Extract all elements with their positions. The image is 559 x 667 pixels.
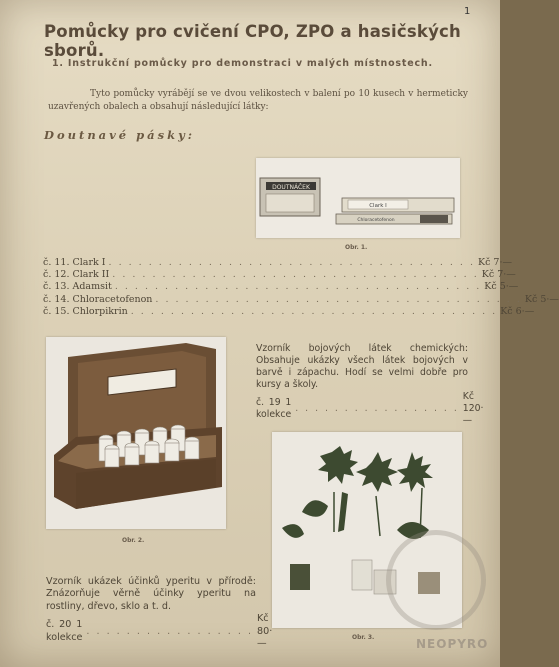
watermark-seal [386,530,486,630]
figure-1-photo [256,158,460,238]
price-item-price: Kč 5·— [484,281,519,293]
fig1-box-label-clark: Clark I [369,203,387,209]
leader-dots: . . . . . . . . . . . . . . . . . [86,625,254,637]
price-item-name: č. 15. Chlorpikrin [43,305,128,317]
yperite-set-price-line [46,613,273,650]
price-item-name: č. 11. Clark I [43,256,106,268]
leader-dots: . . . . . . . . . . . . . . . . . [295,403,459,414]
intro-paragraph: Tyto pomůcky vyrábějí se ve dvou velikostech v balení po 10 kusech v hermeticky uzavřených obalech a obsahují následující látky: [48,89,468,112]
leader-dots: . . . . . . . . . . . . . . . . . . . . . . . . . . . . . . . . . . . . . [108,256,475,268]
leader-dots: . . . . . . . . . . . . . . . . . . . . . . . . . . . . . . . . . . . . . [130,305,498,317]
figure-2-photo [46,337,226,529]
sample-set-price-line [256,391,484,427]
watermark-text: NEOPYRO [416,637,489,651]
sample-set-price: Kč 120·— [462,391,484,426]
price-row [43,256,512,268]
leader-dots: . . . . . . . . . . . . . . . . . . . . . . . . . . . . . . . . . . . . . [155,293,522,305]
page-number: 1 [464,6,471,17]
yperite-set-description [46,576,273,650]
price-item-name: č. 13. Adamsit [43,281,112,293]
sample-set-description [256,343,484,427]
price-row [43,305,535,317]
fig1-box-label-chloracetofenon: Chloracetofenon [357,218,395,223]
yperite-set-text: Vzorník ukázek účinků yperitu v přírodě: Znázorňuje věrně účinky yperitu na rostliny, dřevo, sklo a t. d. [46,576,256,612]
leader-dots: . . . . . . . . . . . . . . . . . . . . . . . . . . . . . . . . . . . . . [112,268,479,280]
sample-set-text: Vzorník bojových látek chemických: Obsahuje ukázky všech látek bojových v barvě i zápachu. Hodí se velmi dobře pro kursy a školy. [256,343,468,390]
price-row [43,293,559,305]
yperite-set-price: Kč 80·— [257,613,273,650]
price-item-name: č. 12. Clark II [43,268,110,280]
figure-1-caption: Obr. 1. [345,244,368,251]
price-row [43,268,516,280]
price-item-price: Kč 5·— [524,293,559,305]
price-item-price: Kč 6·— [500,305,535,317]
price-item-price: Kč 7·— [481,268,516,280]
figure-2-caption: Obr. 2. [122,537,145,544]
figure-3-caption: Obr. 3. [352,634,375,641]
fig1-box-label-main: DOUTNÁČEK [272,184,310,191]
price-item-price: Kč 7·— [477,256,512,268]
sample-set-item: č. 19 1 kolekce [256,397,292,420]
price-list [43,256,559,317]
section-subtitle: 1. Instrukční pomůcky pro demonstraci v malých místnostech. [52,58,433,69]
yperite-set-item: č. 20 1 kolekce [46,619,83,643]
page-title: Pomůcky pro cvičení CPO, ZPO a hasičských sborů. [44,22,461,60]
leader-dots: . . . . . . . . . . . . . . . . . . . . . . . . . . . . . . . . . . . . . [114,281,482,293]
section-heading: Doutnavé pásky: [44,128,195,142]
price-item-name: č. 14. Chloracetofenon [43,293,153,305]
price-row [43,281,519,293]
